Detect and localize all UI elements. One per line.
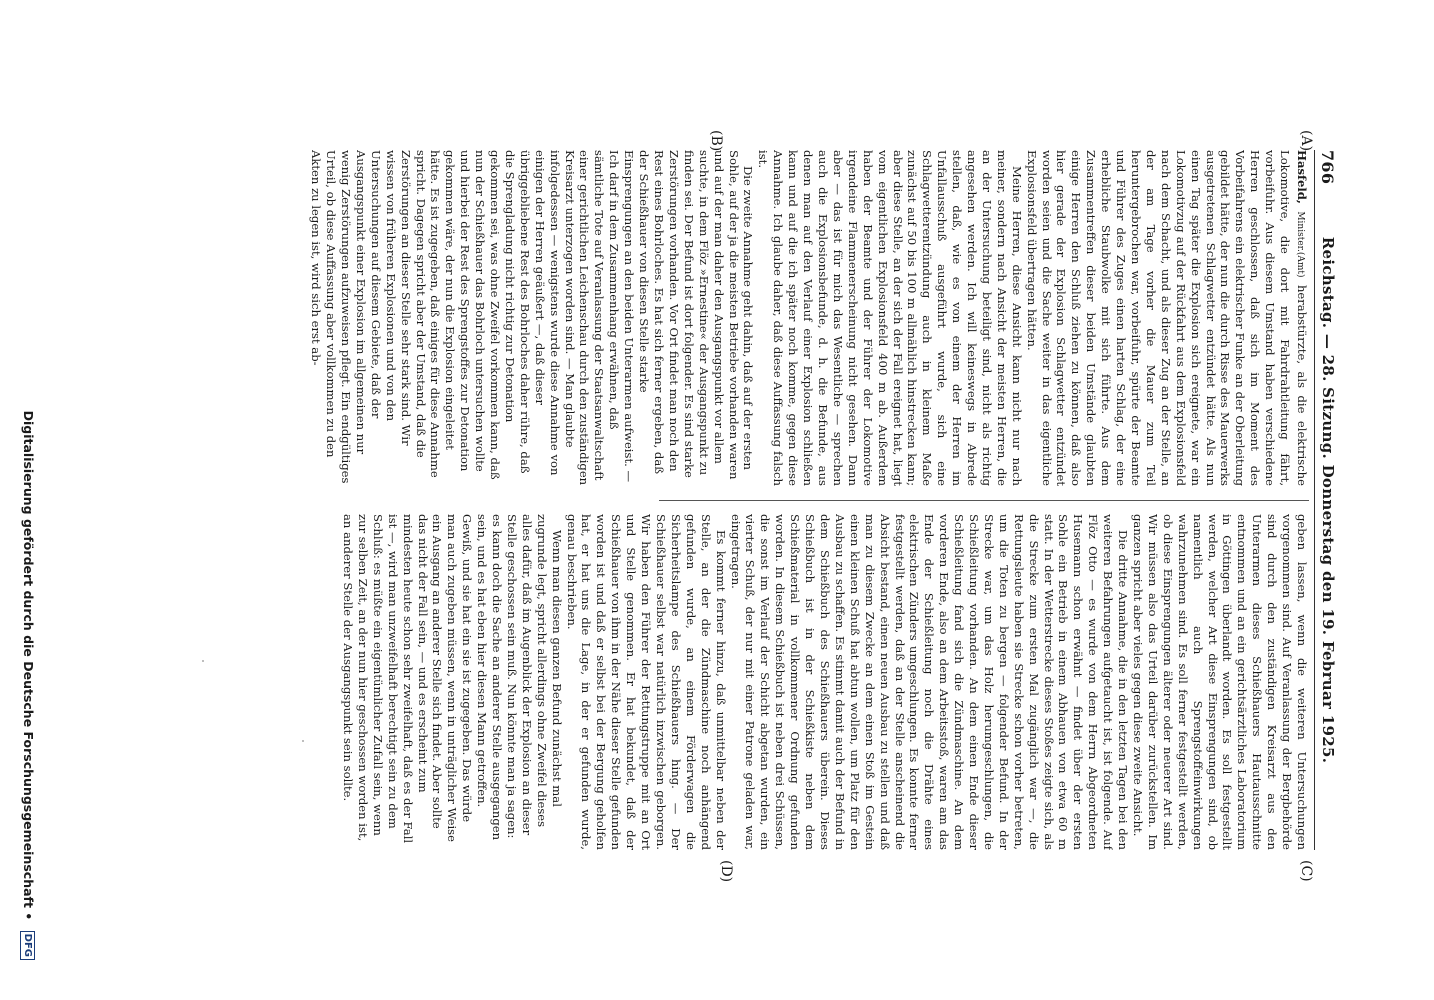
paragraph: Es kommt ferner hinzu, daß unmittelbar neben der Stelle, an der die Zündmaschine noch anhängend gefunden wurde, an einem Förderwagen die Sicherheitslampe des Schießhauers hing. — Der Schießhauer selbst war natürlich inzwischen geborgen. Wir haben den Führer der Rettungstruppe mit an Ort und Stelle genommen. Er hat bekundet, daß der Schießhauer von ihm in der Nähe dieser Stelle gefunden worden ist und daß er selbst bei der Bergung geholfen hat, er hat uns die Lage, in der er gefunden wurde, genau beschrieben. bbox=[564, 514, 728, 850]
running-title: Reichstag. — 28. Sitzung. Donnerstag den 19. Februar 1925. bbox=[1319, 236, 1337, 764]
speaker-role: Minister.(Amt) bbox=[1295, 211, 1305, 278]
dfg-logo-icon: DFG bbox=[20, 931, 35, 960]
scan-speck bbox=[202, 660, 204, 662]
paragraph: Wenn man diesen ganzen Befund zunächst mal zugrunde legt, spricht allerdings ohne Zweifel dieses alles dafür, daß im Augenblick der Explosion an dieser Stelle geschossen sein muß. Nun könnte man ja sagen: es kann doch die Sache an anderer Stelle ausgegangen sein, und es hat eben hier diesen Mann getroffen. Gewiß, und sie hat ein sie ist zugegeben. Das würde man auch zugeben müssen, wenn in unträglicher Weise ein Ausgang an anderer Stelle sich findet. Aber sollte das nicht der Fall sein, — und es erscheint zum mindesten heute schon sehr zweifelhaft, daß es der Fall ist —, wird man unzweifelhaft berechtigt sein zu dem Schluß: es müßte ein eigentümlicher Zufall sein, wenn zur selben Zeit, an der nun hier geschossen worden ist, an anderer Stelle der Ausgangspunkt sein sollte. bbox=[341, 514, 564, 844]
margin-marker-a: (A) bbox=[1298, 130, 1314, 152]
page-number: 766 bbox=[1318, 150, 1337, 185]
scan-speck bbox=[302, 740, 304, 742]
paragraph: Die dritte Annahme, die in den letzten Tagen bei den weiteren Befahrungen aufgetaucht ist, ist folgende. Auf Flöz Otto — es wurde von dem Herrn Abgeordneten Husemann schon erwähnt — findet über der ersten Sohle ein Betrieb in einem Abhauen von etwa 60 m statt. In der Wetterstrecke dieses Stoßes zeigte sich, als die Strecke zum ersten Mal zugänglich war —, die Rettungsleute haben sie Strecke schon vorher betreten, um die Toten zu bergen — folgender Befund. In der Strecke war, um das Holz herumgeschlungen, die Schießleitung vorhanden. An dem einen Ende dieser Schießleitung fand sich die Zündmaschine. An dem vorderen Ende, also an dem Arbeitsstoß, waren am das Ende der Schießleitung noch die Drähte eines elektrischen Zünders umgeschlungen. Es konnte ferner festgestellt werden, daß an der Stelle anscheinend die Absicht bestand, einen neuen Ausbau zu stellen und daß man zu diesem Zwecke an dem einen Stoß im Gestein einen kleinen Schuß hat abtun wollen, um Platz für den Ausbau zu schaffen. Es stimmt damit auch der Befund in dem Schießbuch des Schießhauers überein. Dieses Schießbuch ist in der Schießkiste neben dem Schießmaterial in vollkommener Ordnung gefunden worden. In diesem Schießbuch ist neben drei Schüssen, die sonst im Verlauf der Schicht abgetan wurden, ein vierter Schuß, der nur mit einer Patrone geladen war, eingetragen. bbox=[728, 514, 1131, 850]
footer-text: Digitalisierung gefördert durch die Deutsche Forschungsgemeinschaft • bbox=[21, 410, 36, 921]
margin-marker-b: (B) bbox=[708, 130, 724, 152]
speaker-name: Hasfeld, bbox=[1295, 150, 1309, 204]
left-column bbox=[129, 150, 1309, 486]
margin-marker-c: (C) bbox=[1298, 860, 1314, 882]
digitization-footer bbox=[16, 20, 36, 980]
page-header bbox=[1314, 150, 1339, 850]
paragraph-text: herabstürzte, als die elektrische Lokomotive, die dort mit Fahrdrahtleitung fährt, vorbeifuhr. Aus diesem Umstand haben verschiedene Herren geschlossen, daß sich im Moment des Vorbeifahrens ein elektrischer Funke an der Oberleitung gebildet hätte, der nun die durch Risse des Mauerwerks ausgetretenen Schlagwetter entzündet hätte. Als nun einen Tag später die Explosion sich ereignete, war ein Lokomotivzug auf der Rückfahrt aus dem Explosionsfeld nach dem Schacht, und als dieser Zug an der Stelle, an der am Tage vorher die Mauer zum Teil heruntergebrochen war, vorbeifuhr, spürte der Beamte und Führer des Zuges einen harten Schlag, der eine erhebliche Staubwolke mit sich führte. Aus dem Zusammentreffen dieser beiden Umstände glaubten einige Herren den Schluß ziehen zu können, daß also hier gerade der Explosion Schlagwetter entzündet worden seien und die Sache weiter in das eigentliche Explosionsfeld übertragen hätten. bbox=[1024, 150, 1309, 486]
right-column bbox=[129, 514, 1309, 850]
column-divider bbox=[659, 500, 1309, 501]
paragraph: Meine Herren, diese Ansicht kann nicht nur nach meiner, sondern nach Ansicht der meisten Herren, die an der Untersuchung beteiligt sind, nicht als richtig angesehen werden. Ich will keineswegs in Abrede stellen, daß, wie es von einem der Herren im Unfallausschuß ausgeführt wurde, sich eine Schlagwetterentzündung auch in kleinem Maße zunächst auf 50 bis 100 m allmählich hinstrecken kann; aber diese Stelle, an der sich der Fall ereignet hat, liegt vom eigentlichen Explosionsfeld 400 m ab. Außerdem haben der Beamte und der Führer der Lokomotive irgendeine Flammenerscheinung nicht gesehen. Dann aber — das ist für mich das Wesentliche — sprechen auch die Explosionsbefunde, d. h. die Befunde, aus denen man auf den Verlauf einer Explosion schließen kann und auf die ich später noch komme, gegen diese Annahme. Ich glaube daher, daß diese Auffassung falsch ist. bbox=[756, 150, 1024, 486]
paragraph: Die zweite Annahme geht dahin, daß auf der ersten Sohle, auf der ja die meisten Betriebe vorhanden waren und auf der man daher den Ausgangspunkt vor allem suchte, in dem Flöz »Ernestine« der Ausgangspunkt zu finden sei. Der Befund ist dort folgender. Es sind starke Zerstörungen vorhanden. Vor Ort findet man noch den Rest eines Bohrloches. Es hat sich ferner ergeben, daß der Schießhauer von diesen Stelle starke Einsprengungen an den beiden Unterarmen aufweist. — Ich darf in dem Zusammenhang erwähnen, daß sämtliche Tote auf Veranlassung der Staatsanwaltschaft einer gerichtlichen Leichenschau durch den zuständigen Kreisarzt unterzogen worden sind. — Man glaubte infolgedessen — wenigstens wurde diese Annahme von einigen der Herren geäußert —, daß dieser übriggebliebene Rest des Bohrloches daher rühre, daß die Sprengladung nicht richtig zur Detonation gekommen sei, was ohne Zweifel vorkommen kann, daß nun der Schießhauer das Bohrloch untersuchen wollte und hierbei der Rest des Sprengstoffes zur Detonation gekommen wäre, der nun die Explosion eingeleitet hätte. Es ist zugegeben, daß einiges für diese Annahme spricht. Dagegen spricht aber der Umstand, daß die Zerstörungen an dieser Stelle sehr stark sind. Wir wissen von früheren Explosionen und von den Untersuchungen auf diesem Gebiete, daß der Ausgangspunkt einer Explosion im allgemeinen nur wenig Zerstörungen aufzuweisen pflegt. Ein endgültiges Urteil, ob diese Auffassung aber vollkommen zu den Akten zu legen ist, wird sich erst ab- bbox=[309, 150, 756, 486]
page-content bbox=[139, 150, 1339, 850]
paragraph: geben lassen, wenn die weiteren Untersuchungen vorgenommen sind. Auf Veranlassung der Bergbehörde sind durch den zuständigen Kreisarzt aus den Unterarmen dieses Schießhauers Hautausschnitte entnommen und an ein gerichtsärztliches Laboratorium in Göttingen überlandt worden. Es soll festgestellt werden, welcher Art diese Einsprengungen sind, ob namentlich auch Sprengstoffeinwirkungen wahrzunehmen sind. Es soll ferner festgestellt werden, ob diese Einsprengungen älterer oder neuerer Art sind. Wir müssen also das Urteil darüber zurückstellen. Im ganzen spricht aber vieles gegen diese zweite Ansicht. bbox=[1131, 514, 1309, 850]
margin-marker-d: (D) bbox=[718, 860, 734, 883]
paragraph bbox=[1024, 150, 1309, 486]
